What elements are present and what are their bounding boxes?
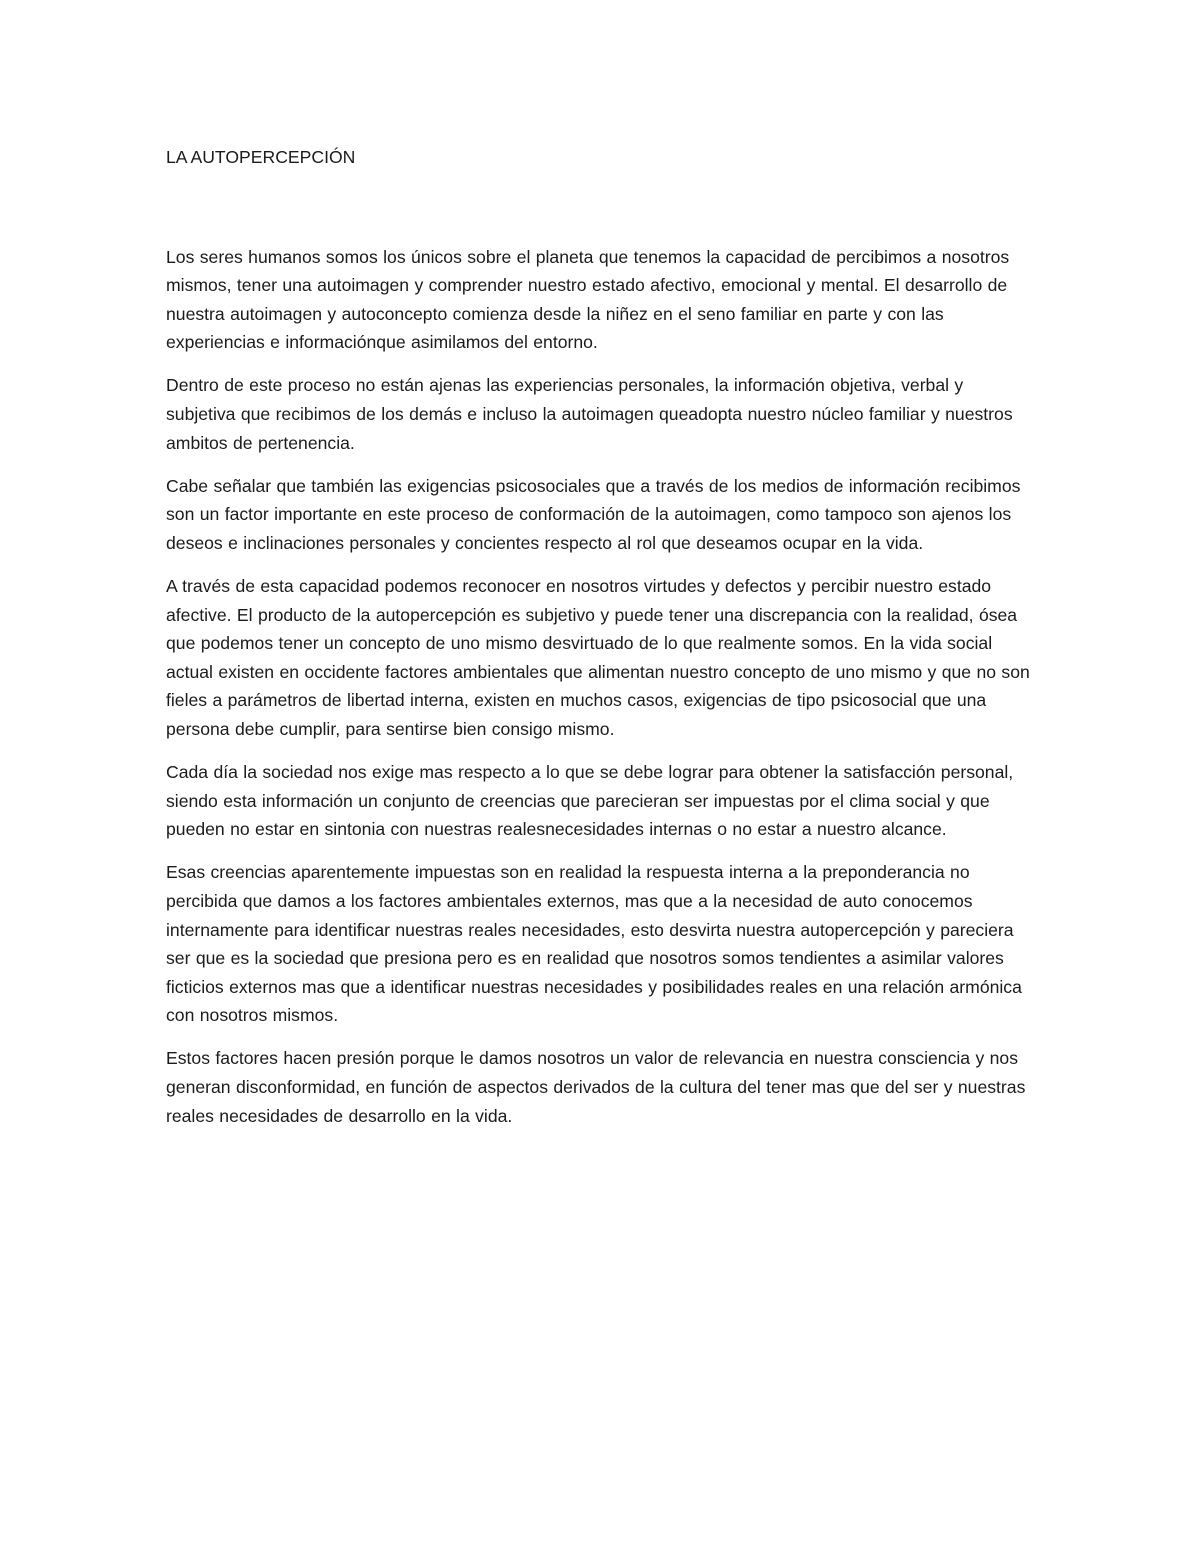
- paragraph-3: Cabe señalar que también las exigencias psicosociales que a través de los medios de información recibimos son un factor importante en este proceso de conformación de la autoimagen, como tampoco son ajenos los deseos e inclinaciones personales y concientes respecto al rol que deseamos ocupar en la vida.: [166, 475, 1021, 553]
- paragraph-7: Estos factores hacen presión porque le damos nosotros un valor de relevancia en nuestra consciencia y nos generan disconformidad, en función de aspectos derivados de la cultura del tener mas que del ser y nuestras reales necesidades de desarrollo en la vida.: [166, 1048, 1026, 1126]
- document-body: [166, 143, 1036, 1145]
- paragraph-1: Los seres humanos somos los únicos sobre el planeta que tenemos la capacidad de percibimos a nosotros mismos, tener una autoimagen y comprender nuestro estado afectivo, emocional y mental. El desarrollo de nuestra autoimagen y autoconcepto comienza desde la niñez en el seno familiar en parte y con las experiencias e informaciónque asimilamos del entorno.: [166, 246, 1010, 353]
- paragraph-5: Cada día la sociedad nos exige mas respecto a lo que se debe lograr para obtener la satisfacción personal, siendo esta información un conjunto de creencias que parecieran ser impuestas por el clima social y que pueden no estar en sintonia con nuestras realesnecesidades internas o no estar a nuestro alcance.: [166, 762, 1014, 840]
- paragraph-4: A través de esta capacidad podemos reconocer en nosotros virtudes y defectos y percibir nuestro estado afective. El producto de la autopercepción es subjetivo y puede tener una discrepancia con la realidad, ósea que podemos tener un concepto de uno mismo desvirtuado de lo que realmente somos. En la vida social actual existen en occidente factores ambientales que alimentan nuestro concepto de uno mismo y que no son fieles a parámetros de libertad interna, existen en muchos casos, exigencias de tipo psicosocial que una persona debe cumplir, para sentirse bien consigo mismo.: [166, 576, 1030, 739]
- paragraph-6: Esas creencias aparentemente impuestas son en realidad la respuesta interna a la preponderancia no percibida que damos a los factores ambientales externos, mas que a la necesidad de auto conocemos internamente para identificar nuestras reales necesidades, esto desvirta nuestra autopercepción y pareciera ser que es la sociedad que presiona pero es en realidad que nosotros somos tendientes a asimilar valores ficticios externos mas que a identificar nuestras necesidades y posibilidades reales en una relación armónica con nosotros mismos.: [166, 862, 1022, 1026]
- paragraph-2: Dentro de este proceso no están ajenas las experiencias personales, la información objetiva, verbal y subjetiva que recibimos de los demás e incluso la autoimagen queadopta nuestro núcleo familiar y nuestros ambitos de pertenencia.: [166, 375, 1013, 453]
- document-title: LA AUTOPERCEPCIÓN: [166, 147, 356, 167]
